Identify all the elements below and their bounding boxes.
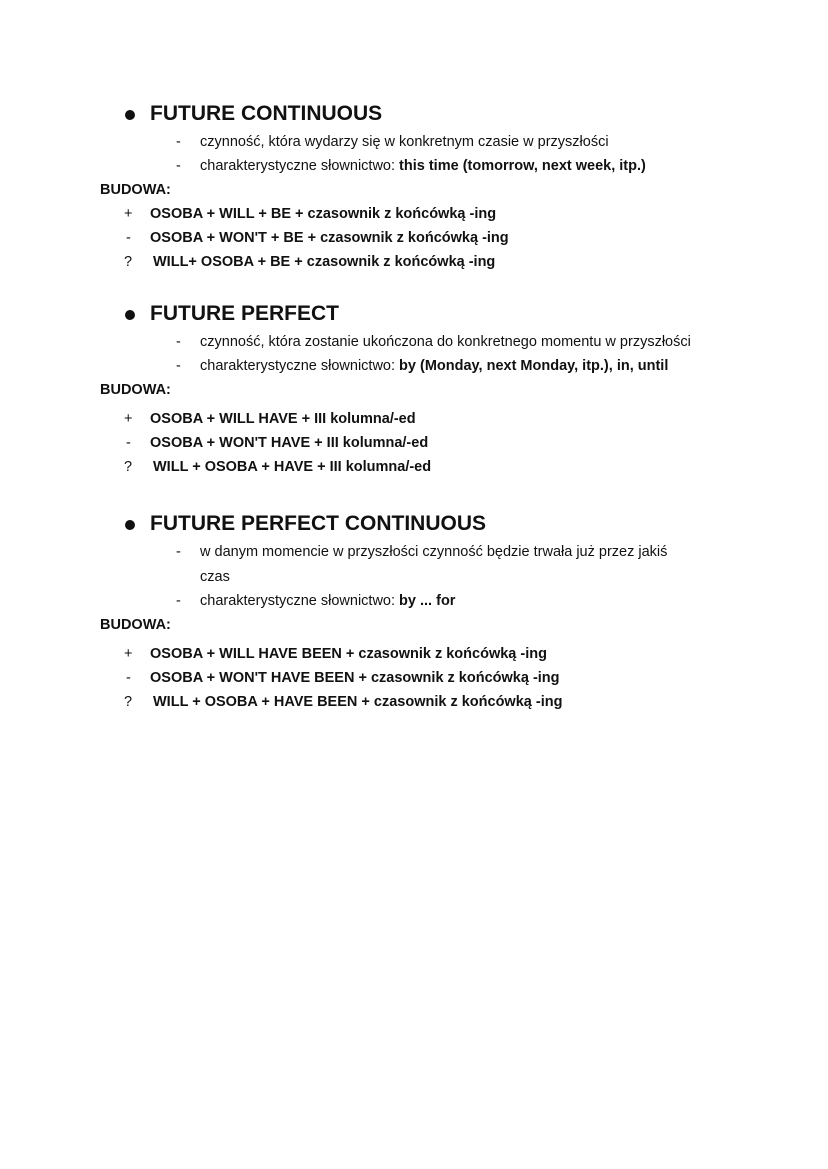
vocabulary-words: by (Monday, next Monday, itp.), in, until (399, 358, 669, 374)
vocabulary-words: by ... for (399, 593, 456, 609)
formula-positive: OSOBA + WILL HAVE + III kolumna/-ed (150, 411, 416, 427)
formula-negative: OSOBA + WON'T HAVE BEEN + czasownik z końcówką -ing (150, 670, 560, 686)
section-title: FUTURE CONTINUOUS (150, 102, 383, 125)
positive-marker: + (124, 411, 133, 427)
bullet-icon (125, 520, 135, 530)
dash-marker: - (176, 134, 181, 150)
negative-marker: - (126, 435, 131, 451)
section-title: FUTURE PERFECT (150, 302, 339, 325)
budowa-label: BUDOWA: (100, 182, 171, 198)
formula-positive: OSOBA + WILL + BE + czasownik z końcówką -ing (150, 206, 497, 222)
formula-negative: OSOBA + WON'T + BE + czasownik z końcówką -ing (150, 230, 509, 246)
description: w danym momencie w przyszłości czynność będzie trwała już przez jakiś (200, 544, 668, 560)
formula-question: WILL+ OSOBA + BE + czasownik z końcówką -ing (153, 254, 496, 270)
description: czynność, która zostanie ukończona do konkretnego momentu w przyszłości (200, 334, 691, 350)
positive-marker: + (124, 646, 133, 662)
question-marker: ? (124, 254, 133, 270)
section-title: FUTURE PERFECT CONTINUOUS (150, 512, 486, 535)
formula-negative: OSOBA + WON'T HAVE + III kolumna/-ed (150, 435, 429, 451)
description-continued: czas (200, 569, 230, 585)
negative-marker: - (126, 670, 131, 686)
vocabulary (200, 354, 668, 378)
dash-marker: - (176, 593, 181, 609)
dash-marker: - (176, 158, 181, 174)
bullet-icon (125, 110, 135, 120)
vocabulary-label: charakterystyczne słownictwo: (200, 593, 400, 609)
formula-question: WILL + OSOBA + HAVE BEEN + czasownik z końcówką -ing (153, 694, 563, 710)
formula-positive: OSOBA + WILL HAVE BEEN + czasownik z końcówką -ing (150, 646, 547, 662)
vocabulary-words: this time (tomorrow, next week, itp.) (399, 158, 646, 174)
question-marker: ? (124, 459, 133, 475)
budowa-label: BUDOWA: (100, 382, 171, 398)
question-marker: ? (124, 694, 133, 710)
positive-marker: + (124, 206, 133, 222)
description: czynność, która wydarzy się w konkretnym czasie w przyszłości (200, 134, 609, 150)
dash-marker: - (176, 334, 181, 350)
bullet-icon (125, 310, 135, 320)
negative-marker: - (126, 230, 131, 246)
vocabulary (200, 154, 646, 178)
vocabulary-label: charakterystyczne słownictwo: (200, 158, 400, 174)
dash-marker: - (176, 544, 181, 560)
vocabulary (200, 589, 455, 613)
dash-marker: - (176, 358, 181, 374)
vocabulary-label: charakterystyczne słownictwo: (200, 358, 400, 374)
formula-question: WILL + OSOBA + HAVE + III kolumna/-ed (153, 459, 432, 475)
budowa-label: BUDOWA: (100, 617, 171, 633)
